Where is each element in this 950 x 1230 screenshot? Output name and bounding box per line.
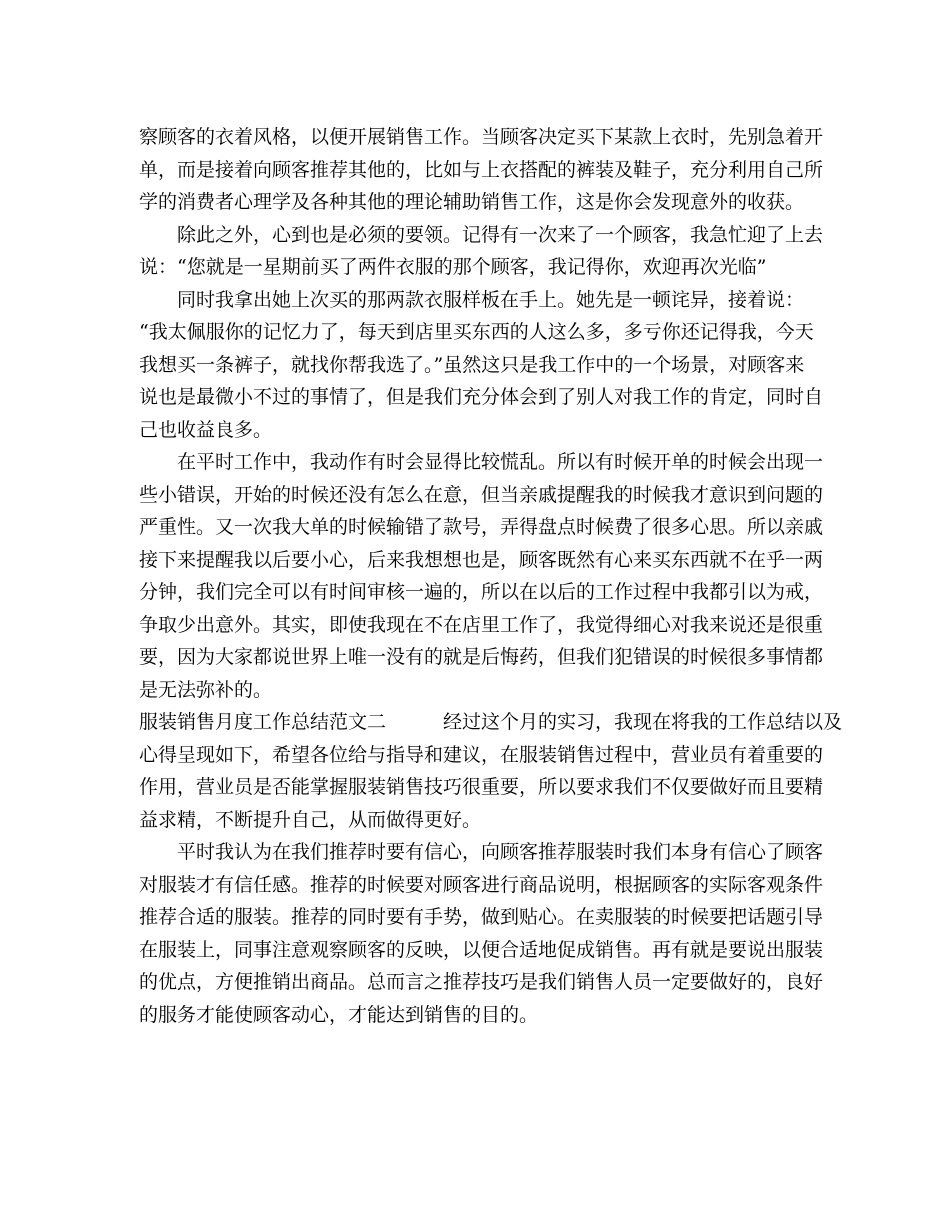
document-line: 作用，营业员是否能掌握服装销售技巧很重要，所以要求我们不仅要做好而且要精 [139,776,824,798]
document-line: 些小错误，开始的时候还没有怎么在意，但当亲戚提醒我的时候我才意识到问题的 [139,483,824,506]
document-line: 除此之外，心到也是必须的要领。记得有一次来了一个顾客，我急忙迎了上去 [177,223,824,246]
document-line: 分钟，我们完全可以有时间审核一遍的，所以在以后的工作过程中我都引以为戒， [139,581,824,603]
document-line: 说：“您就是一星期前买了两件衣服的那个顾客，我记得你，欢迎再次光临” [139,256,767,278]
document-line: 要，因为大家都说世界上唯一没有的就是后悔药，但我们犯错误的时候很多事情都 [139,646,824,668]
document-line: 说也是最微小不过的事情了，但是我们充分体会到了别人对我工作的肯定，同时自 [139,386,824,408]
document-line: 严重性。又一次我大单的时候输错了款号，弄得盘点时候费了很多心思。所以亲戚 [139,516,824,538]
document-line: 推荐合适的服装。推荐的同时要有手势，做到贴心。在卖服装的时候要把话题引导 [139,906,824,928]
document-line: 的优点，方便推销出商品。总而言之推荐技巧是我们销售人员一定要做好的，良好 [139,971,824,993]
document-line: 学的消费者心理学及各种其他的理论辅助销售工作，这是你会发现意外的收获。 [139,191,805,213]
document-line: 争取少出意外。其实，即使我现在不在店里工作了，我觉得细心对我来说还是很重 [139,613,824,636]
document-line: 益求精，不断提升自己，从而做得更好。 [139,808,482,831]
document-line: 的服务才能使顾客动心，才能达到销售的目的。 [139,1003,539,1026]
document-line: 同时我拿出她上次买的那两款衣服样板在手上。她先是一顿诧异，接着说： [177,288,805,311]
document-body [139,121,843,1031]
document-line: 己也收益良多。 [139,418,273,441]
document-line: 是无法弥补的。 [139,678,273,701]
document-line: 我想买一条裤子，就找你帮我选了。”虽然这只是我工作中的一个场景，对顾客来 [139,353,805,376]
document-line: 平时我认为在我们推荐时要有信心，向顾客推荐服装时我们本身有信心了顾客 [177,841,824,863]
document-line: 在服装上，同事注意观察顾客的反映，以便合适地促成销售。再有就是要说出服装 [139,938,824,961]
document-line: 察顾客的衣着风格，以便开展销售工作。当顾客决定买下某款上衣时，先别急着开 [139,126,824,148]
document-line: 服装销售月度工作总结范文二 经过这个月的实习，我现在将我的工作总结以及 [139,711,843,733]
document-line: 对服装才有信任感。推荐的时候要对顾客进行商品说明，根据顾客的实际客观条件 [139,873,824,896]
document-line: 心得呈现如下，希望各位给与指导和建议，在服装销售过程中，营业员有着重要的 [139,743,824,766]
document-line: 在平时工作中，我动作有时会显得比较慌乱。所以有时候开单的时候会出现一 [177,451,824,473]
document-line: 单，而是接着向顾客推荐其他的，比如与上衣搭配的裤装及鞋子，充分利用自己所 [139,158,824,181]
document-line: “我太佩服你的记忆力了，每天到店里买东西的人这么多，多亏你还记得我，今天 [139,321,814,343]
document-line: 接下来提醒我以后要小心，后来我想想也是，顾客既然有心来买东西就不在乎一两 [139,548,824,571]
